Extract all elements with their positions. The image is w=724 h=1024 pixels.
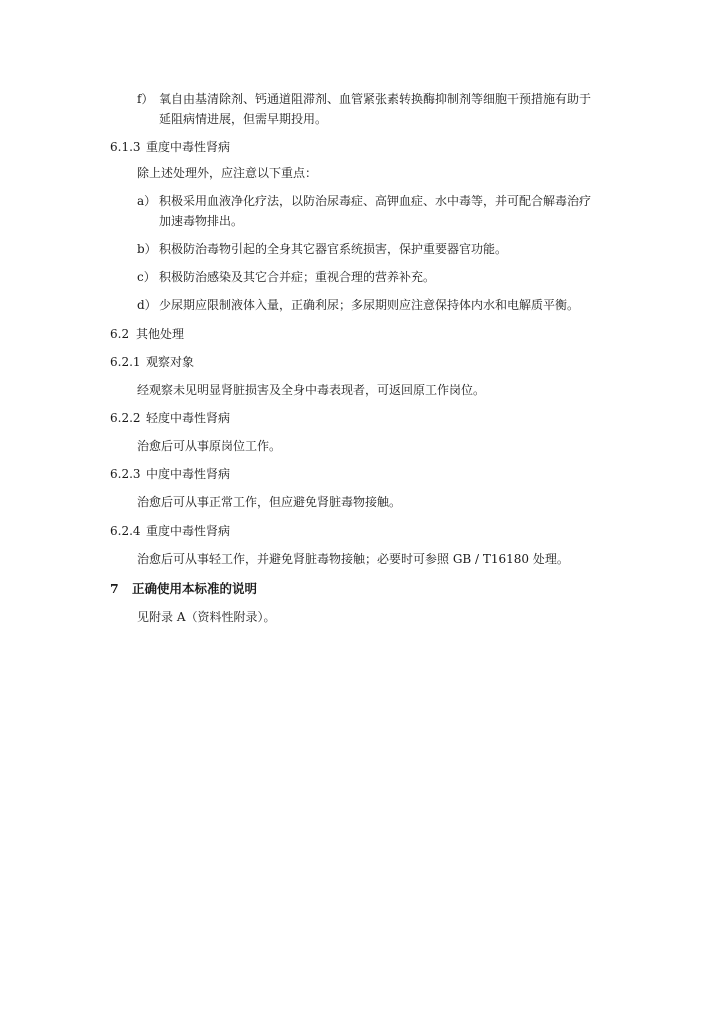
section-title: 观察对象 (146, 355, 195, 369)
section-heading-6-2-4 (110, 523, 230, 539)
section-number: 6.2 (110, 327, 130, 341)
paragraph: 除上述处理外，应注意以下重点： (137, 166, 318, 180)
list-item-text: 少尿期应限制液体入量，正确利尿；多尿期则应注意保持体内水和电解质平衡。 (159, 298, 580, 312)
section-number: 6.2.1 (110, 355, 141, 369)
section-heading-6-2-2 (110, 410, 230, 426)
section-number: 6.2.2 (110, 411, 141, 425)
section-heading-6-2 (110, 326, 184, 342)
section-title: 其他处理 (136, 327, 185, 341)
paragraph: 治愈后可从事正常工作，但应避免肾脏毒物接触。 (137, 495, 402, 509)
section-number: 6.1.3 (110, 140, 141, 154)
section-heading-6-2-1 (110, 354, 194, 370)
paragraph: 治愈后可从事原岗位工作。 (137, 439, 282, 453)
section-number: 7 (110, 581, 119, 596)
list-item-c (137, 269, 435, 285)
list-item-text: 积极防治毒物引起的全身其它器官系统损害，保护重要器官功能。 (159, 242, 508, 256)
section-heading-7 (110, 581, 257, 597)
list-item-d (137, 297, 579, 313)
list-item-f (137, 91, 591, 107)
section-number: 6.2.3 (110, 467, 141, 481)
list-marker: d） (137, 298, 157, 312)
section-title: 轻度中毒性肾病 (146, 411, 231, 425)
section-title: 重度中毒性肾病 (146, 140, 231, 154)
section-heading-6-2-3 (110, 466, 230, 482)
list-item-continuation: 加速毒物排出。 (159, 214, 244, 228)
list-marker: a） (137, 194, 157, 208)
paragraph: 治愈后可从事轻工作，并避免肾脏毒物接触；必要时可参照 GB / T16180 处理。 (137, 552, 569, 566)
section-title: 中度中毒性肾病 (146, 467, 231, 481)
paragraph: 经观察未见明显肾脏损害及全身中毒表现者，可返回原工作岗位。 (137, 383, 486, 397)
section-number: 6.2.4 (110, 524, 141, 538)
list-marker: f） (137, 92, 154, 106)
section-heading-6-1-3 (110, 139, 230, 155)
list-item-text: 积极采用血液净化疗法，以防治尿毒症、高钾血症、水中毒等，并可配合解毒治疗 (159, 194, 592, 208)
section-title: 重度中毒性肾病 (146, 524, 231, 538)
list-marker: c） (137, 270, 156, 284)
paragraph: 见附录 A（资料性附录）。 (137, 610, 276, 624)
list-item-text: 氧自由基清除剂、钙通道阻滞剂、血管紧张素转换酶抑制剂等细胞干预措施有助于 (159, 92, 592, 106)
list-item-a (137, 193, 591, 209)
list-marker: b） (137, 242, 157, 256)
section-title: 正确使用本标准的说明 (132, 581, 258, 596)
list-item-b (137, 241, 507, 257)
list-item-continuation: 延阻病情进展，但需早期投用。 (159, 112, 328, 126)
list-item-text: 积极防治感染及其它合并症；重视合理的营养补充。 (159, 270, 436, 284)
